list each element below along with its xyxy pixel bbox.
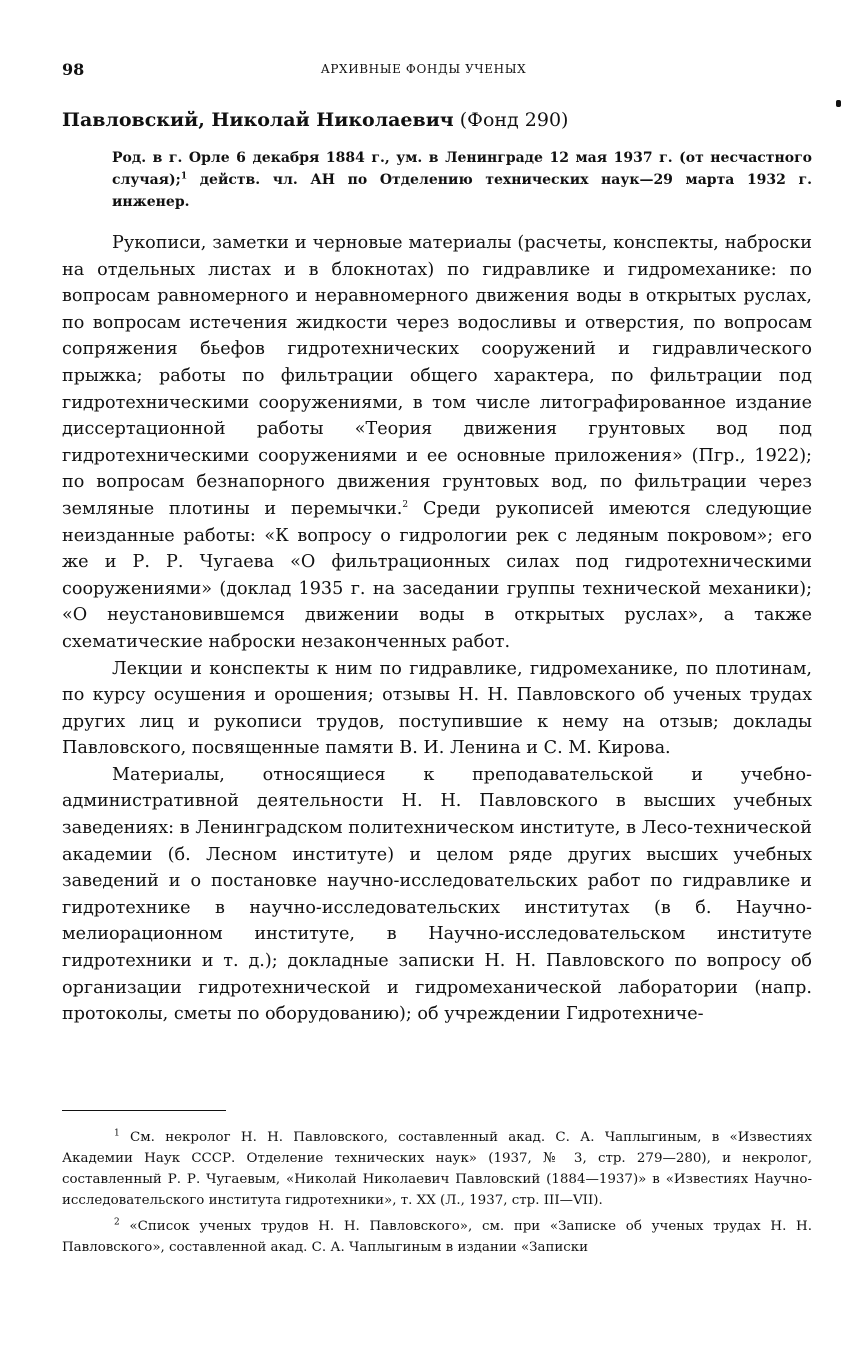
running-title: АРХИВНЫЕ ФОНДЫ УЧЕНЫХ — [320, 62, 527, 76]
paragraph-text: Среди рукописей имеются следующие неизданные работы: «К вопросу о гидрологии рек с ледяным покровом»; его же и Р. Р. Чугаева «О фильтрационных силах под гидротехническими сооружениями» (доклад 1935 г. на заседании группы технической механики); «О неустановившемся движении воды в открытых руслах», а также схематические наброски незаконченных работ. — [62, 498, 812, 652]
footnote-ref-1[interactable]: 1 — [180, 171, 188, 182]
footnote-1 — [62, 1127, 812, 1211]
paragraph-teaching: Материалы, относящиеся к преподавательской и учебно-административной деятельности Н. Н. Павловского в высших учебных заведениях: в Ленинградском политехническом институте, в Лесо-технической академии (б. Лесном институте) и целом ряде других высших учебных заведений и о постановке научно-исследовательских работ по гидравлике и гидротехнике в научно-исследовательских институтах (в б. Научно-мелиорационном институте, в Научно-исследовательском институте гидротехники и т. д.); докладные записки Н. Н. Павловского по вопросу об организации гидротехнической и гидромеханической лаборатории (напр. протоколы, сметы по оборудованию); об учреждении Гидротехниче- — [62, 764, 812, 1025]
footnotes — [62, 1127, 812, 1263]
page-number: 98 — [62, 60, 85, 79]
paragraph-text: Рукописи, заметки и черновые материалы (расчеты, конспекты, наброски на отдельных листах и в блокнотах) по гидравлике и гидромеханике: по вопросам равномерного и неравномерного движения воды в открытых руслах, по вопросам истечения жидкости через водосливы и отверстия, по вопросам сопряжения бьефов гидротехнических сооружений и гидравлического прыжка; работы по фильтрации общего характера, по фильтрации под гидротехническими сооружениями, в том числе литографированное издание диссертационной работы «Теория движения грунтовых вод под гидротехническими сооружениями и ее основные приложения» (Пгр., 1922); по вопросам безнапорного движения грунтовых вод, по фильтрации через земляные плотины и перемычки. — [62, 233, 812, 519]
footnote-ref-2[interactable]: 2 — [402, 500, 409, 511]
main-text — [62, 230, 812, 1028]
footnote-2 — [62, 1216, 812, 1258]
footnote-text: «Список ученых трудов Н. Н. Павловского», см. при «Записке об ученых трудах Н. Н. Павловского», составленной акад. С. А. Чаплыгиным в издании «Записки — [62, 1219, 812, 1255]
bio-text-tail: действ. чл. АН по Отделению технических наук—29 марта 1932 г. инженер. — [112, 172, 812, 210]
footnote-divider — [62, 1110, 226, 1111]
footnote-mark: 1 — [114, 1128, 120, 1139]
person-name: Павловский, Николай Николаевич — [62, 109, 454, 131]
entry-title — [62, 108, 812, 132]
paragraph-manuscripts — [62, 230, 812, 656]
bio-text: Род. в г. Орле 6 декабря 1884 г., ум. в Ленинграде 12 мая 1937 г. (от несчастного случая); — [112, 150, 812, 188]
paragraph-lectures: Лекции и конспекты к ним по гидравлике, гидромеханике, по плотинам, по курсу осушения и орошения; отзывы Н. Н. Павловского об ученых трудах других лиц и рукописи трудов, поступившие к нему на отзыв; доклады Павловского, посвященные памяти В. И. Ленина и С. М. Кирова. — [62, 658, 812, 759]
margin-mark — [836, 100, 841, 107]
biographical-note — [112, 147, 812, 213]
footnote-text: См. некролог Н. Н. Павловского, составленный акад. С. А. Чаплыгиным, в «Известиях Академии Наук СССР. Отделение технических наук» (1937, № 3, стр. 279—280), и некролог, составленный Р. Р. Чугаевым, «Николай Николаевич Павловский (1884—1937)» в «Известиях Научно-исследовательского института гидротехники», т. XX (Л., 1937, стр. III—VII). — [62, 1130, 812, 1208]
fond-number: (Фонд 290) — [459, 109, 569, 131]
footnote-mark: 2 — [114, 1217, 120, 1228]
